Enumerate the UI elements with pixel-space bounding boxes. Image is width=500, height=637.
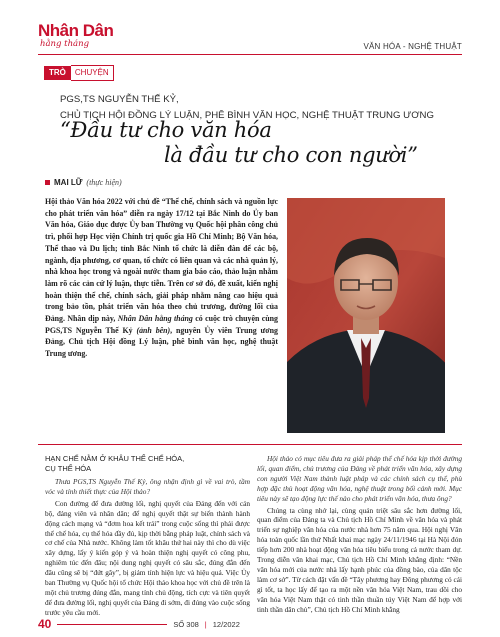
header-divider [38, 54, 462, 55]
lede-photo-note: (ảnh bên) [136, 325, 171, 335]
body-divider [38, 444, 462, 445]
page-footer [38, 617, 240, 631]
subhead-line-1: HẠN CHẾ NẰM Ở KHÂU THỂ CHẾ HÓA, [45, 454, 185, 463]
headline [60, 118, 480, 168]
lede-text-2: có cuộc trò chuyện cùng PGS,TS Nguyễn Thế Kỷ [45, 314, 278, 335]
tag-primary: TRÒ [44, 66, 71, 80]
masthead-logo [38, 22, 128, 56]
page-number: 40 [38, 617, 52, 631]
interviewee-name: PGS,TS NGUYỄN THẾ KỶ, [60, 94, 179, 105]
answer-2: Chúng ta cùng nhớ lại, cùng quán triệt sâu sắc hơn đường lối, quan điểm của Đảng ta và Chủ tịch Hồ Chí Minh về văn hóa và phát triển sự nghiệp văn hóa của nước nhà hơn 75 năm qua. Hội nghị Văn hóa toàn quốc lần thứ Nhất khai mạc ngày 24/11/1946 tại Hà Nội đón tiếp hơn 200 nhà hoạt động văn hóa tiêu biểu trong cả nước tham dự. Trong diễn văn khai mạc, Chủ tịch Hồ Chí Minh khẳng định: “Nền văn hóa mới của nước nhà lấy hạnh phúc của đồng bào, của dân tộc làm cơ sở”. Từ cách đặt vấn đề “Tây phương hay Đông phương có cái gì tốt, ta học lấy để tạo ra một nền văn hóa Việt Nam, trau dồi cho văn hóa Việt Nam thật có tinh thần thuần túy Việt Nam để hợp với tinh thần dân chủ”, Chủ tịch Hồ Chí Minh khẳng [257, 505, 462, 614]
section-label: VĂN HÓA - NGHỆ THUẬT [363, 42, 462, 51]
byline-author: MAI LỮ [54, 178, 83, 187]
lede-publication: Nhân Dân hằng tháng [117, 314, 193, 324]
article-column-left [45, 454, 250, 618]
tag-secondary: CHUYỆN [71, 65, 114, 81]
interviewee-photo [287, 198, 445, 433]
issue-date: 12/2022 [212, 619, 240, 629]
article-column-right [257, 454, 462, 615]
interviewee-position: CHỦ TỊCH HỘI ĐỒNG LÝ LUẬN, PHÊ BÌNH VĂN HỌC, NGHỆ THUẬT TRUNG ƯƠNG [60, 110, 434, 121]
lede-text-3: , nguyên Ủy viên Trung ương Đảng, Chủ tịch Hội đồng Lý luận, phê bình văn học, nghệ thuật Trung ương. [45, 325, 278, 359]
question-1: Thưa PGS,TS Nguyễn Thế Kỷ, ông nhận định gì về vai trò, tầm vóc và tính thiết thực của Hội thảo? [45, 477, 250, 496]
answer-1: Con đường để đưa đường lối, nghị quyết của Đảng đến với cán bộ, đảng viên và nhân dân; để nghị quyết thật sự biến thành hành động cách mạng và “đơm hoa kết trái” trong cuộc sống thì phải được thể chế hóa, cụ thể hóa đầy đủ, kịp thời bằng pháp luật, chính sách và cơ chế của Nhà nước. Không làm tốt khâu thứ hai này thì cho dù việc xây dựng, lấy ý kiến góp ý và hoàn thiện nghị quyết có công phu, nghiêm túc đến đâu; nội dung nghị quyết có sâu sắc, đúng đắn đến đâu cũng sẽ bị “đứt gãy”, bị giảm tính hiện lực và hiệu quả. Việc Ủy ban Thường vụ Quốc hội tổ chức Hội thảo khoa học với chủ đề trên là một chủ trương đúng đắn, mang tính chủ động, tích cực và tiên quyết để đưa đường lối, nghị quyết của Đảng đi sớm, đi đúng vào cuộc sống trước yêu cầu mới. [45, 498, 250, 617]
byline-role: (thực hiện) [86, 178, 122, 187]
headline-line-1: “Đầu tư cho văn hóa [60, 118, 272, 142]
byline [45, 178, 122, 187]
subhead-line-2: CỤ THỂ HÓA [45, 464, 92, 473]
bullet-square-icon [45, 180, 50, 185]
lede-text-1: Hội thảo Văn hóa 2022 với chủ đề “Thể chế, chính sách và nguồn lực cho phát triển văn hóa” diễn ra ngày 17/12 tại Bắc Ninh do Ủy ban Văn hóa, Giáo dục được Ủy ban Thường vụ Quốc hội phân công chủ trì, phối hợp Học viện Chính trị quốc gia Hồ Chí Minh; Bộ Văn hóa, Thể thao và Du lịch; tỉnh Bắc Ninh tổ chức là diễn đàn để các bộ, ngành, địa phương, cơ quan, tổ chức có liên quan và các nhà quản lý, nhà khoa học trong và ngoài nước tham gia báo cáo, thảo luận nhằm làm rõ các cản cứ lý luận, thực tiễn. Trên cơ sở đó, đề xuất, kiến nghị hoàn thiện thể chế, chính sách, giải pháp nhằm nâng cao hiệu quả trong bảo tồn, phát triển văn hóa theo chủ trương, đường lối của Đảng. Nhân dịp này, [45, 197, 278, 324]
article-subhead [45, 454, 250, 474]
column-tag [44, 66, 114, 80]
lede-paragraph [45, 196, 278, 360]
masthead-subtitle: hằng tháng [40, 39, 90, 49]
headline-line-2: là đầu tư cho con người” [164, 143, 418, 167]
issue-number: SỐ 308 [173, 619, 199, 629]
question-2: Hội thảo có mục tiêu đưa ra giải pháp thể chế hóa kịp thời đường lối, quan điểm, chủ trương của Đảng về phát triển văn hóa, xây dựng con người Việt Nam thành luật pháp và các chính sách cụ thể, phù hợp đặc thù hoạt động văn hóa, nghệ thuật trong bối cảnh mới. Mục tiêu này sẽ tạo động lực thế nào cho phát triển văn hóa, thưa ông? [257, 454, 462, 503]
masthead-name: Nhân Dân [38, 21, 114, 40]
footer-rule [57, 624, 167, 625]
footer-separator: | [204, 619, 207, 629]
